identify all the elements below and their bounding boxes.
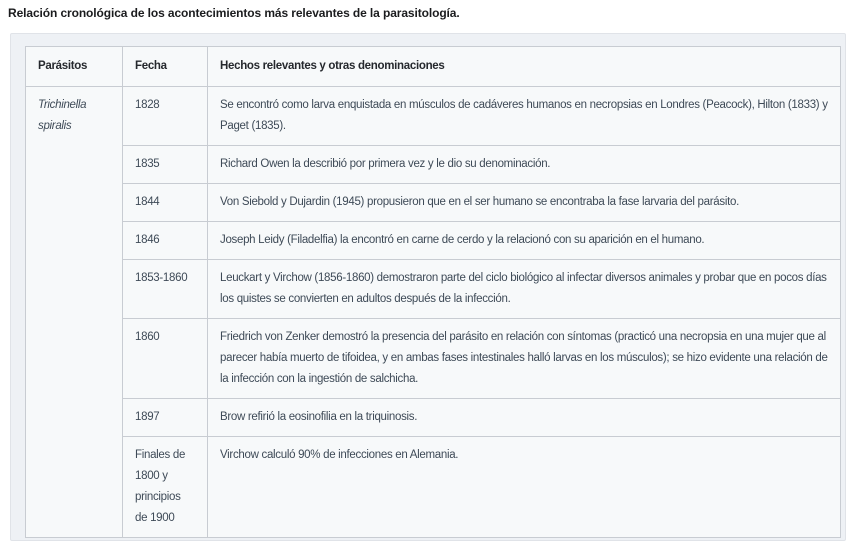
table-row bbox=[26, 222, 841, 260]
hechos-cell: Se encontró como larva enquistada en músculos de cadáveres humanos en necropsias en Londres (Peacock), Hilton (1833) y Paget (1835). bbox=[208, 87, 841, 146]
fecha-cell: 1828 bbox=[123, 87, 208, 146]
fecha-cell: 1897 bbox=[123, 399, 208, 437]
column-header-parasitos: Parásitos bbox=[26, 47, 123, 87]
column-header-hechos: Hechos relevantes y otras denominaciones bbox=[208, 47, 841, 87]
hechos-cell: Leuckart y Virchow (1856-1860) demostraron parte del ciclo biológico al infectar diversos animales y probar que en pocos días los quistes se convierten en adultos después de la infección. bbox=[208, 260, 841, 319]
table-row bbox=[26, 319, 841, 399]
fecha-cell: 1860 bbox=[123, 319, 208, 399]
fecha-cell: Finales de 1800 y principios de 1900 bbox=[123, 437, 208, 538]
table-row bbox=[26, 146, 841, 184]
table-row bbox=[26, 399, 841, 437]
table-panel bbox=[10, 33, 846, 541]
hechos-cell: Richard Owen la describió por primera vez y le dio su denominación. bbox=[208, 146, 841, 184]
parasite-name-cell: Trichinella spiralis bbox=[26, 87, 123, 538]
hechos-cell: Virchow calculó 90% de infecciones en Alemania. bbox=[208, 437, 841, 538]
chronology-table bbox=[25, 46, 841, 538]
fecha-cell: 1844 bbox=[123, 184, 208, 222]
table-row bbox=[26, 260, 841, 319]
table-caption: Relación cronológica de los acontecimientos más relevantes de la parasitología. bbox=[8, 6, 460, 20]
table-row bbox=[26, 437, 841, 538]
fecha-cell: 1835 bbox=[123, 146, 208, 184]
hechos-cell: Friedrich von Zenker demostró la presencia del parásito en relación con síntomas (practicó una necropsia en una mujer que al parecer había muerto de tifoidea, y en ambas fases intestinales halló larvas en los músculos); se hizo evidente una relación de la infección con la ingestión de salchicha. bbox=[208, 319, 841, 399]
table-row bbox=[26, 87, 841, 146]
fecha-cell: 1853-1860 bbox=[123, 260, 208, 319]
column-header-fecha: Fecha bbox=[123, 47, 208, 87]
header-row bbox=[26, 47, 841, 87]
fecha-cell: 1846 bbox=[123, 222, 208, 260]
hechos-cell: Joseph Leidy (Filadelfia) la encontró en carne de cerdo y la relacionó con su aparición en el humano. bbox=[208, 222, 841, 260]
table-row bbox=[26, 184, 841, 222]
hechos-cell: Von Siebold y Dujardin (1945) propusieron que en el ser humano se encontraba la fase larvaria del parásito. bbox=[208, 184, 841, 222]
hechos-cell: Brow refirió la eosinofilia en la triquinosis. bbox=[208, 399, 841, 437]
